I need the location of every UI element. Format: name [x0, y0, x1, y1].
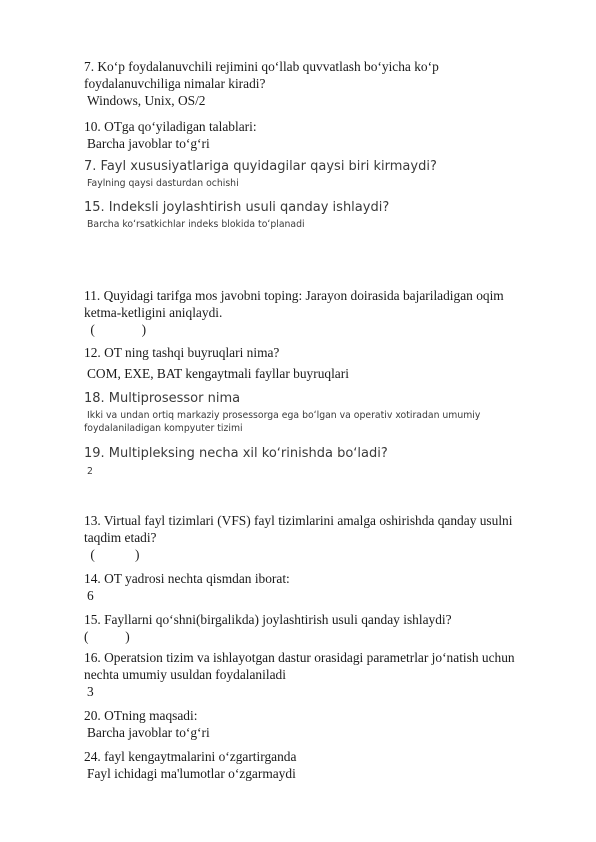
question-block [84, 58, 554, 109]
question-text: 12. OT ning tashqi buyruqlari nima? [84, 345, 280, 360]
question-text: 24. fayl kengaytmalarini o‘zgartirganda [84, 749, 297, 764]
question-text: 15. Fayllarni qo‘shni(birgalikda) joylashtirish usuli qanday ishlaydi? [84, 612, 452, 627]
question-text: 18. Multiprosessor nima [84, 391, 241, 406]
answer-text: Barcha javoblar to‘g‘ri [87, 136, 210, 151]
question-text-cont: ketma-ketligini aniqlaydi. [84, 305, 223, 320]
answer-text-cont: foydalaniladigan kompyuter tizimi [84, 423, 243, 434]
question-text: 14. OT yadrosi nechta qismdan iborat: [84, 571, 290, 586]
question-text: 20. OTning maqsadi: [84, 708, 198, 723]
answer-text: ( ) [84, 629, 130, 644]
question-block [84, 199, 554, 231]
answer-text: Faylning qaysi dasturdan ochishi [87, 178, 239, 189]
question-block [84, 118, 554, 152]
question-text: 7. Fayl xususiyatlariga quyidagilar qaysi biri kirmaydi? [84, 159, 437, 174]
answer-text: 3 [87, 684, 94, 699]
question-block [84, 748, 554, 782]
answer-text: COM, EXE, BAT kengaytmali fayllar buyruqlari [87, 366, 349, 381]
question-text-cont: nechta umumiy usuldan foydalaniladi [84, 667, 286, 682]
question-block [84, 512, 554, 563]
answer-text: Ikki va undan ortiq markaziy prosessorga ega boʻlgan va operativ xotiradan umumiy [87, 410, 481, 421]
answer-text: 2 [87, 466, 93, 477]
question-text-cont: taqdim etadi? [84, 530, 157, 545]
answer-text: ( ) [87, 322, 147, 337]
question-text: 15. Indeksli joylashtirish usuli qanday ishlaydi? [84, 200, 390, 215]
question-text: 11. Quyidagi tarifga mos javobni toping: Jarayon doirasida bajariladigan oqim [84, 288, 504, 303]
question-block [84, 445, 554, 478]
question-text: 16. Operatsion tizim va ishlayotgan dastur orasidagi parametrlar jo‘natish uchun [84, 650, 515, 665]
question-text: 19. Multipleksing necha xil koʻrinishda boʻladi? [84, 446, 388, 461]
question-block [84, 649, 554, 700]
question-text: 7. Ko‘p foydalanuvchili rejimini qo‘llab quvvatlash bo‘yicha ko‘p [84, 59, 439, 74]
question-block [84, 707, 554, 741]
question-block [84, 611, 554, 645]
question-text: 10. OTga qo‘yiladigan talablari: [84, 119, 257, 134]
question-block [84, 344, 554, 382]
answer-text: 6 [87, 588, 94, 603]
question-block [84, 287, 554, 338]
question-text-cont: foydalanuvchiliga nimalar kiradi? [84, 76, 266, 91]
question-block [84, 390, 554, 435]
answer-text: ( ) [87, 547, 140, 562]
question-block [84, 570, 554, 604]
answer-text: Windows, Unix, OS/2 [87, 93, 206, 108]
question-text: 13. Virtual fayl tizimlari (VFS) fayl tizimlarini amalga oshirishda qanday usulni [84, 513, 513, 528]
answer-text: Barcha koʻrsatkichlar indeks blokida toʻplanadi [87, 219, 305, 230]
answer-text: Barcha javoblar to‘g‘ri [87, 725, 210, 740]
question-block [84, 158, 554, 190]
answer-text: Fayl ichidagi ma'lumotlar o‘zgarmaydi [87, 766, 296, 781]
